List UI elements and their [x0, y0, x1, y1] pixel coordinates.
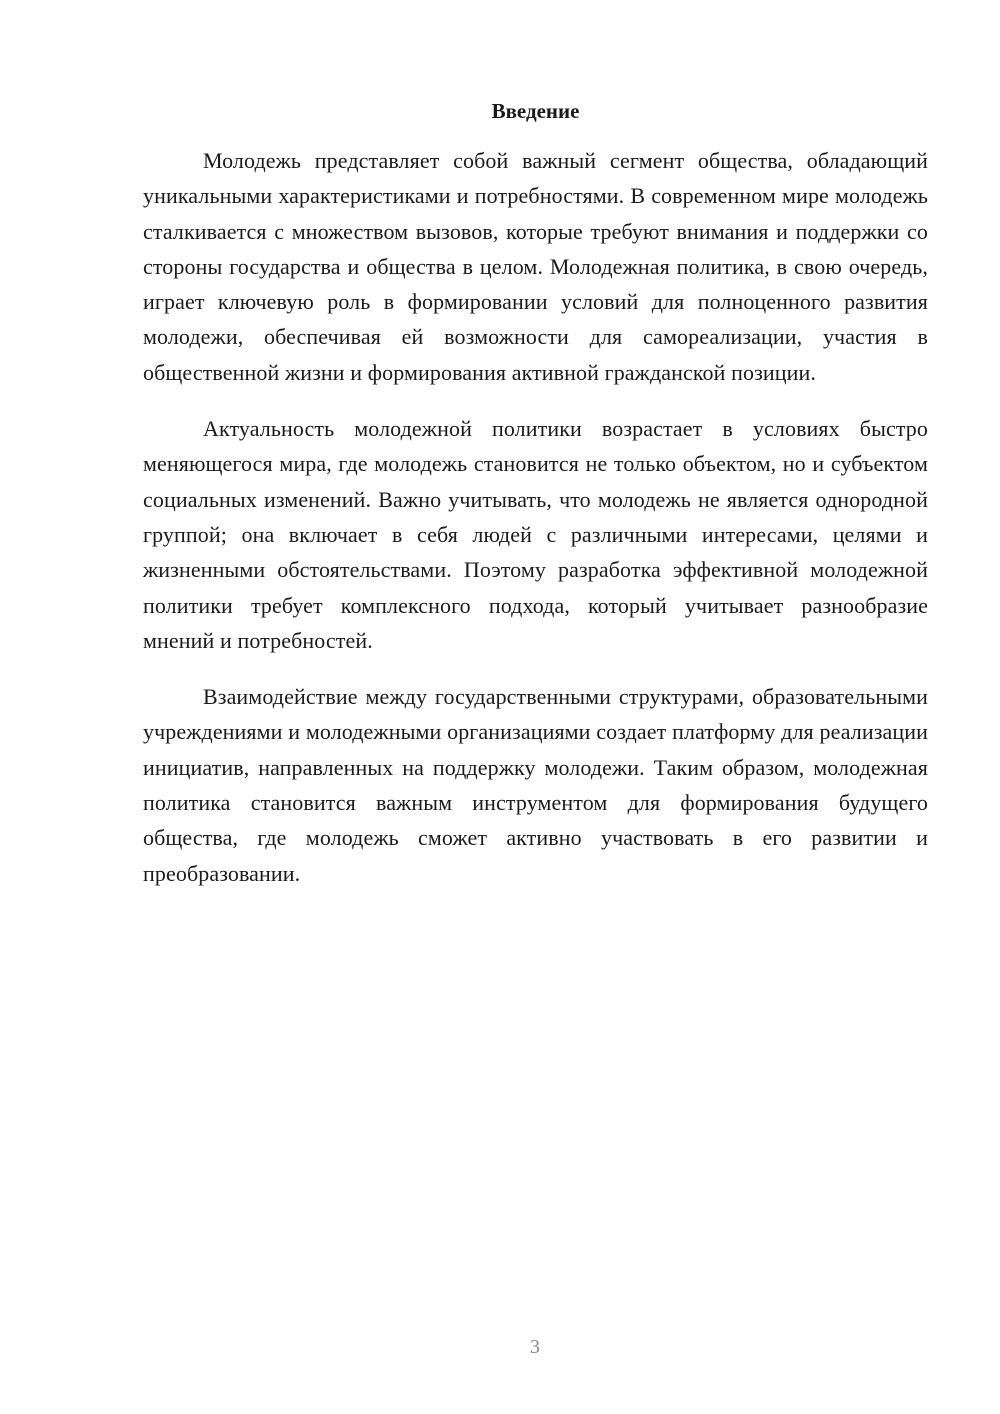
page-number: 3: [530, 1336, 540, 1358]
paragraph-1: Молодежь представляет собой важный сегмент общества, обладающий уникальными характеристиками и потребностями. В современном мире молодежь сталкивается с множеством вызовов, которые требуют внимания и поддержки со стороны государства и общества в целом. Молодежная политика, в свою очередь, играет ключевую роль в формировании условий для полноценного развития молодежи, обеспечивая ей возможности для самореализации, участия в общественной жизни и формирования активной гражданской позиции.: [143, 148, 928, 385]
document-body: [143, 143, 928, 912]
paragraph-2: Актуальность молодежной политики возрастает в условиях быстро меняющегося мира, где молодежь становится не только объектом, но и субъектом социальных изменений. Важно учитывать, что молодежь не является однородной группой; она включает в себя людей с различными интересами, целями и жизненными обстоятельствами. Поэтому разработка эффективной молодежной политики требует комплексного подхода, который учитывает разнообразие мнений и потребностей.: [143, 416, 928, 653]
paragraph-3: Взаимодействие между государственными структурами, образовательными учреждениями и молодежными организациями создает платформу для реализации инициатив, направленных на поддержку молодежи. Таким образом, молодежная политика становится важным инструментом для формирования будущего общества, где молодежь сможет активно участвовать в его развитии и преобразовании.: [143, 684, 928, 886]
page-title: Введение: [491, 99, 580, 123]
